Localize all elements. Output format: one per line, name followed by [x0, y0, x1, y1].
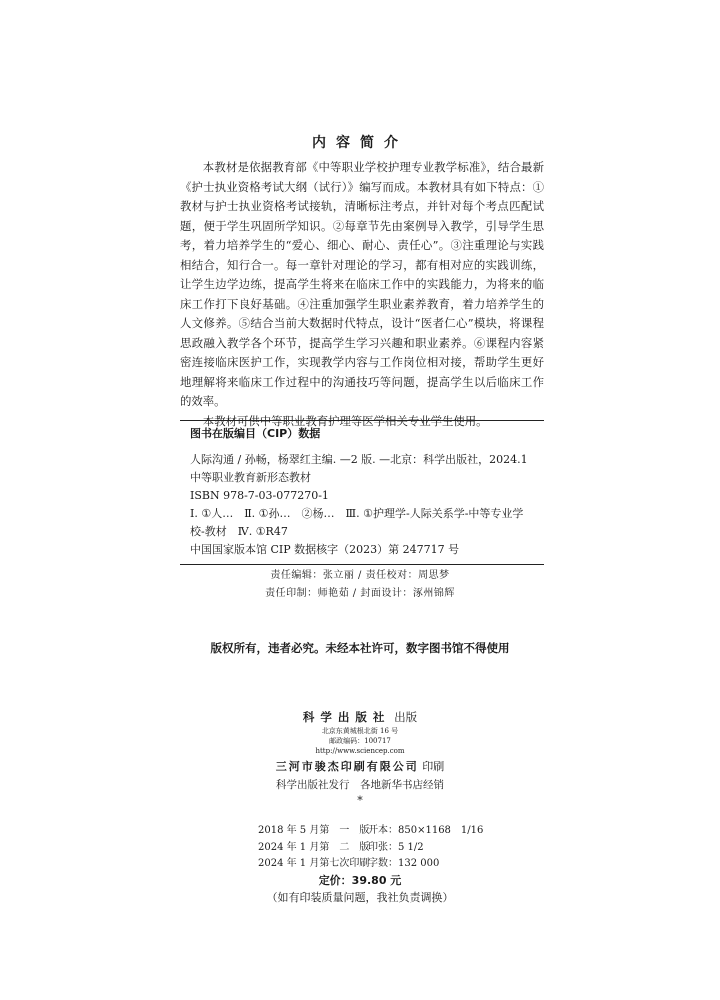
- cip-title: 图书在版编目（CIP）数据: [190, 427, 321, 440]
- editor-credits: [0, 567, 720, 603]
- cip-isbn: ISBN 978-7-03-077270-1: [190, 489, 329, 502]
- cip-classification: Ⅰ. ①人… Ⅱ. ①孙… ②杨… Ⅲ. ①护理学-人际关系学-中等专业学校-教材 Ⅳ. ①R47: [190, 507, 524, 538]
- edition-date: 2018 年 5 月第 一 版: [258, 825, 370, 836]
- printer-line: [0, 758, 720, 776]
- publisher-website: http://www.sciencep.com: [315, 747, 405, 755]
- publisher-postcode: 邮政编码：100717: [329, 737, 391, 745]
- publisher-suffix: 出版: [394, 710, 418, 724]
- separator-star: *: [357, 794, 363, 807]
- printer-suffix: 印刷: [422, 760, 445, 773]
- cip-block: [180, 420, 544, 565]
- editor-line: 责任印制：师艳茹 / 封面设计：涿州锦辉: [265, 588, 455, 599]
- intro-title: 内容简介: [312, 135, 408, 151]
- publisher-block: [0, 708, 720, 808]
- edition-date: 2024 年 1 月第七次印刷: [258, 858, 370, 869]
- intro-paragraph: 本教材可供中等职业教育护理等医学相关专业学生使用。: [202, 413, 488, 428]
- edition-row: [258, 856, 483, 873]
- cip-line: 中等职业教育新形态教材: [190, 471, 311, 484]
- edition-date: 2024 年 1 月第 二 版: [258, 841, 370, 853]
- intro-paragraph: 本教材是依据教育部《中等职业学校护理专业教学标准》，结合最新《护士执业资格考试大纲（试行）》编写而成。本教材具有如下特点：①教材与护士执业资格考试接轨，清晰标注考点，并针对每个考点匹配试题，便于学生巩固所学知识。②每章节先由案例导入教学，引导学生思考，着力培养学生的“爱心、细心、耐心、责任心”。③注重理论与实践相结合，知行合一。每一章针对理论的学习，都有相对应的实践训练，让学生边学边练，提高学生将来在临床工作中的实践能力，为将来的临床工作打下良好基础。④注重加强学生职业素养教育，着力培养学生的人文修养。⑤结合当前大数据时代特点，设计“医者仁心”模块，将课程思政融入教学各个环节，提高学生学习兴趣和职业素养。⑥课程内容紧密连接临床医护工作，实现教学内容与工作岗位相对接，帮助学生更好地理解将来临床工作过程中的沟通技巧等问题，提高学生以后临床工作的效率。: [180, 160, 544, 408]
- cip-record-number: 中国国家版本馆 CIP 数据核字（2023）第 247717 号: [190, 543, 460, 556]
- edition-row: [258, 840, 483, 857]
- distribution-line: 科学出版社发行 各地新华书店经销: [276, 779, 444, 791]
- edition-spec: 印张：5 1/2: [368, 841, 424, 853]
- printer-name: 三河市骏杰印刷有限公司: [275, 760, 419, 773]
- publisher-line: [0, 708, 720, 726]
- editor-line: 责任编辑：张立丽 / 责任校对：周思梦: [270, 570, 450, 581]
- cip-line: 人际沟通 / 孙畅，杨翠红主编. —2 版. —北京：科学出版社，2024.1: [190, 453, 528, 466]
- publisher-name: 科学出版社: [302, 710, 391, 724]
- quality-note: （如有印装质量问题，我社负责调换）: [266, 891, 454, 904]
- copyright-notice: 版权所有，违者必究。未经本社许可，数字图书馆不得使用: [210, 641, 510, 655]
- price: 定价：39.80 元: [318, 874, 402, 887]
- publisher-address: 北京东黄城根北街 16 号: [321, 727, 399, 735]
- edition-spec: 开本：850×1168 1/16: [368, 825, 484, 836]
- intro-body: [180, 158, 544, 431]
- edition-row: [258, 823, 483, 840]
- edition-spec: 字数：132 000: [368, 858, 440, 869]
- edition-info: [258, 823, 483, 873]
